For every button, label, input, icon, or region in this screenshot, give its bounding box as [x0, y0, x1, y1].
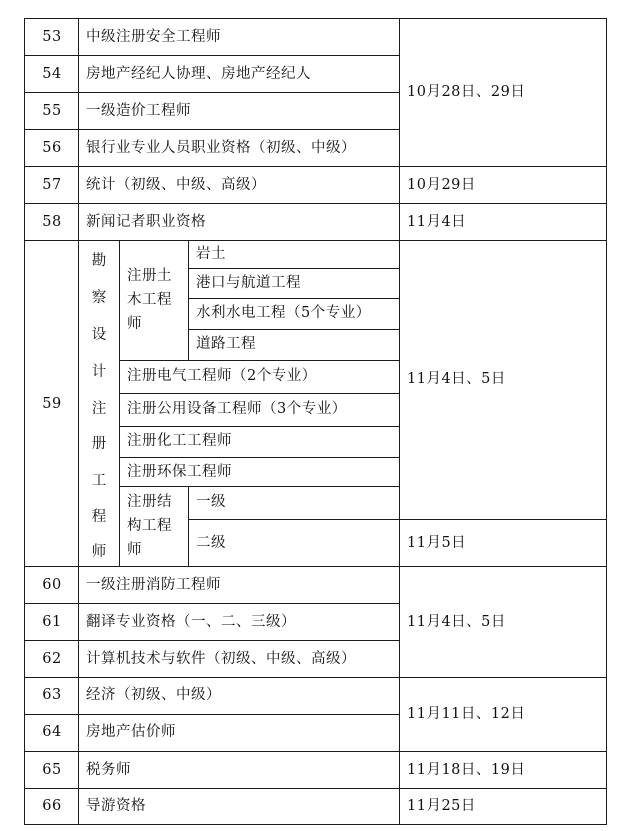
survey-design-title-char: 察: [91, 290, 107, 306]
divider-59-structural: [188, 486, 189, 566]
qualification-name: 翻译专业资格（一、二、三级）: [86, 614, 296, 630]
civil-engineer-group-label: 木工程: [127, 292, 172, 308]
row-line: [24, 92, 400, 93]
environmental-engineer: 注册环保工程师: [127, 464, 232, 480]
civil-engineer-group-label: 注册土: [127, 268, 172, 284]
survey-design-title-char: 册: [91, 436, 107, 452]
exam-date: 10月29日: [407, 177, 476, 193]
row-line: [24, 640, 400, 641]
row-number: 55: [42, 103, 62, 119]
qualification-name: 统计（初级、中级、高级）: [86, 177, 266, 193]
row-number: 56: [42, 140, 62, 156]
sub-row-line: [119, 360, 400, 361]
row-line: [24, 203, 607, 204]
survey-design-title-char: 勘: [91, 253, 107, 269]
row-line: [24, 824, 607, 825]
sub-row-line: [188, 268, 400, 269]
survey-design-title-char: 师: [91, 544, 107, 560]
row-line: [24, 751, 607, 752]
qualification-name: 计算机技术与软件（初级、中级、高级）: [86, 651, 356, 667]
row-number: 57: [42, 177, 62, 193]
table-border-right: [606, 18, 607, 824]
row-line: [24, 603, 400, 604]
divider-59-vertical-title: [119, 240, 120, 566]
qualification-name: 中级注册安全工程师: [86, 29, 221, 45]
row-line: [24, 55, 400, 56]
structural-engineer-group-label: 师: [127, 542, 142, 558]
row-number: 62: [42, 651, 62, 667]
survey-design-title-char: 设: [91, 327, 107, 343]
row-line: [24, 240, 607, 241]
row-line: [24, 129, 400, 130]
row-line: [24, 714, 400, 715]
qualification-name: 税务师: [86, 762, 131, 778]
row-number: 61: [42, 614, 62, 630]
exam-date: 11月4日、5日: [407, 371, 506, 387]
divider-59-civil: [188, 240, 189, 360]
qualification-name: 房地产估价师: [86, 724, 176, 740]
qualification-name: 房地产经纪人协理、房地产经纪人: [86, 66, 311, 82]
sub-row-line: [119, 393, 400, 394]
column-divider-date: [399, 18, 400, 824]
row-number: 66: [42, 798, 62, 814]
civil-engineer-group-label: 师: [127, 316, 142, 332]
row-line: [24, 166, 607, 167]
sub-row-line: [399, 519, 607, 520]
civil-specialty: 港口与航道工程: [196, 275, 301, 291]
table-border-left: [24, 18, 25, 824]
qualification-name: 一级造价工程师: [86, 103, 191, 119]
qualification-name: 新闻记者职业资格: [86, 214, 206, 230]
row-line: [24, 18, 607, 19]
exam-date: 11月11日、12日: [407, 706, 526, 722]
row-number: 54: [42, 66, 62, 82]
exam-date: 11月5日: [407, 535, 467, 551]
civil-specialty: 水利水电工程（5个专业）: [196, 305, 371, 321]
structural-engineer-group-label: 注册结: [127, 494, 172, 510]
civil-specialty: 道路工程: [196, 336, 256, 352]
row-line: [24, 788, 607, 789]
utility-engineer: 注册公用设备工程师（3个专业）: [127, 401, 347, 417]
sub-row-line: [119, 457, 400, 458]
row-number: 60: [42, 577, 62, 593]
row-number: 53: [42, 29, 62, 45]
row-number: 65: [42, 762, 62, 778]
row-number: 58: [42, 214, 62, 230]
sub-row-line: [188, 519, 400, 520]
survey-design-title-char: 计: [91, 364, 107, 380]
electrical-engineer: 注册电气工程师（2个专业）: [127, 368, 317, 384]
row-number: 63: [42, 687, 62, 703]
sub-row-line: [188, 329, 400, 330]
structural-level: 一级: [196, 494, 226, 510]
qualification-name: 一级注册消防工程师: [86, 577, 221, 593]
sub-row-line: [188, 298, 400, 299]
sub-row-line: [119, 426, 400, 427]
qualification-name: 导游资格: [86, 798, 146, 814]
exam-date: 11月4日: [407, 214, 467, 230]
exam-date: 11月18日、19日: [407, 762, 526, 778]
civil-specialty: 岩土: [196, 246, 226, 262]
structural-level: 二级: [196, 535, 226, 551]
row-number: 59: [42, 396, 62, 412]
structural-engineer-group-label: 构工程: [127, 518, 172, 534]
exam-date: 11月25日: [407, 798, 476, 814]
survey-design-title-char: 注: [91, 401, 107, 417]
chemical-engineer: 注册化工工程师: [127, 433, 232, 449]
survey-design-title-char: 工: [91, 473, 107, 489]
row-line: [24, 566, 607, 567]
survey-design-title-char: 程: [91, 509, 107, 525]
column-divider-number: [78, 18, 79, 824]
row-number: 64: [42, 724, 62, 740]
exam-date: 10月28日、29日: [407, 84, 526, 100]
sub-row-line: [119, 486, 400, 487]
row-line: [24, 677, 607, 678]
qualification-name: 银行业专业人员职业资格（初级、中级）: [86, 140, 356, 156]
exam-date: 11月4日、5日: [407, 614, 506, 630]
qualification-name: 经济（初级、中级）: [86, 687, 221, 703]
